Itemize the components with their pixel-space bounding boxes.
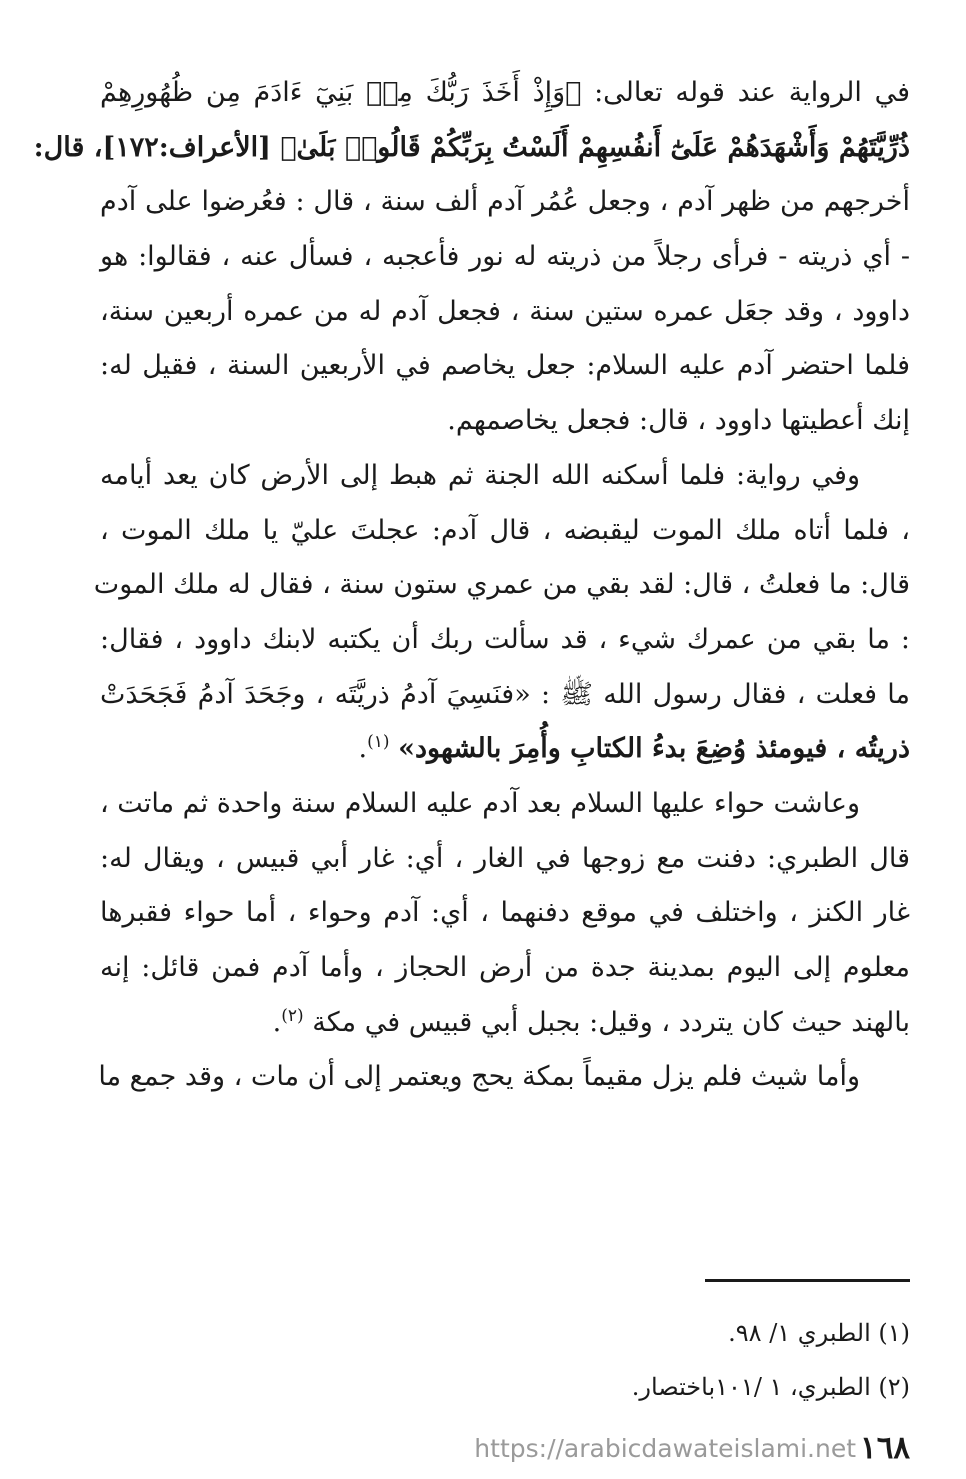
footnote-ref-2: (٢) <box>281 1005 304 1026</box>
text-line: وعاشت حواء عليها السلام بعد آدم عليه السلام سنة واحدة ثم ماتت ، <box>100 787 860 819</box>
text-line: غار الكنز ، واختلف في موقع دفنهما ، أي: آدم وحواء ، أما حواء فقبرها <box>100 897 910 929</box>
text-line <box>100 996 910 1051</box>
watermark-url: https://arabicdawateislami.net <box>474 1433 857 1463</box>
text-line: فلما احتضر آدم عليه السلام: جعل يخاصم في الأربعين السنة ، فقيل له: <box>100 350 910 382</box>
footnote-ref-1: (١) <box>367 732 390 753</box>
period: . <box>358 733 368 765</box>
text-line: ما فعلت ، فقال رسول الله ﷺ : «فنَسِيَ آدمُ ذريَّتَه ، وجَحَدَ آدمُ فَجَحَدَتْ <box>100 678 910 710</box>
footnote-2: (٢) الطبري، ١ /١٠١باختصار. <box>631 1373 910 1401</box>
text-line: ذُرِّيَّتَهُمْ وَأَشْهَدَهُمْ عَلَىٰٓ أَنفُسِهِمْ أَلَسْتُ بِرَبِّكُمْ قَالُوا۟ بَلَىٰ﴾ [الأعراف:١٧٢]، قال: <box>33 131 910 163</box>
text-line: وفي رواية: فلما أسكنه الله الجنة ثم هبط إلى الأرض كان يعد أيامه <box>100 459 860 491</box>
line-text: بالهند حيث كان يتردد ، وقيل: بجبل أبي قبيس في مكة <box>312 1006 910 1038</box>
text-line: قال الطبري: دفنت مع زوجها في الغار ، أي: غار أبي قبيس ، ويقال له: <box>100 842 910 874</box>
text-line: في الرواية عند قوله تعالى: ﴿وَإِذْ أَخَذَ رَبُّكَ مِنۢ بَنِيٓ ءَادَمَ مِن ظُهُورِهِمْ <box>100 77 910 108</box>
page-body <box>33 66 910 1105</box>
page-number: ١٦٨ <box>860 1430 910 1466</box>
text-line <box>100 722 910 777</box>
text-line: معلوم إلى اليوم بمدينة جدة من أرض الحجاز ، وأما آدم فمن قائل: إنه <box>100 952 910 983</box>
text-line: : ما بقي من عمرك شيء ، قد سألت ربك أن يكتبه لابنك داوود ، فقال: <box>100 623 910 655</box>
hadith-text: ذريتُه ، فيومئذ وُضِعَ بدءُ الكتابِ وأُمِرَ بالشهود» <box>398 733 910 765</box>
page-footer <box>470 1428 910 1468</box>
text-line: وأما شيث فلم يزل مقيماً بمكة يحج ويعتمر إلى أن مات ، وقد جمع ما <box>98 1061 860 1093</box>
period: . <box>272 1006 282 1038</box>
text-line: داوود ، وقد جعَل عمره ستين سنة ، فجعل آدم له من عمره أربعين سنة، <box>100 295 910 327</box>
footnote-divider <box>705 1279 910 1282</box>
text-line: إنك أعطيتها داوود ، قال: فجعل يخاصمهم. <box>447 405 910 437</box>
text-line: أخرجهم من ظهر آدم ، وجعل عُمُر آدم ألف سنة ، قال : فعُرضوا على آدم <box>100 186 910 218</box>
text-line: ، فلما أتاه ملك الموت ليقبضه ، قال آدم: عجلتَ عليّ يا ملك الموت ، <box>100 514 910 546</box>
footnotes <box>510 1306 910 1414</box>
footnote-1: (١) الطبري ١/ ٩٨. <box>728 1319 910 1347</box>
text-line: قال: ما فعلتُ ، قال: لقد بقي من عمري ستون سنة ، فقال له ملك الموت <box>93 569 910 601</box>
text-line: - أي ذريته - فرأى رجلاً من ذريته له نور فأعجبه ، فسأل عنه ، فقالوا: هو <box>100 241 910 273</box>
